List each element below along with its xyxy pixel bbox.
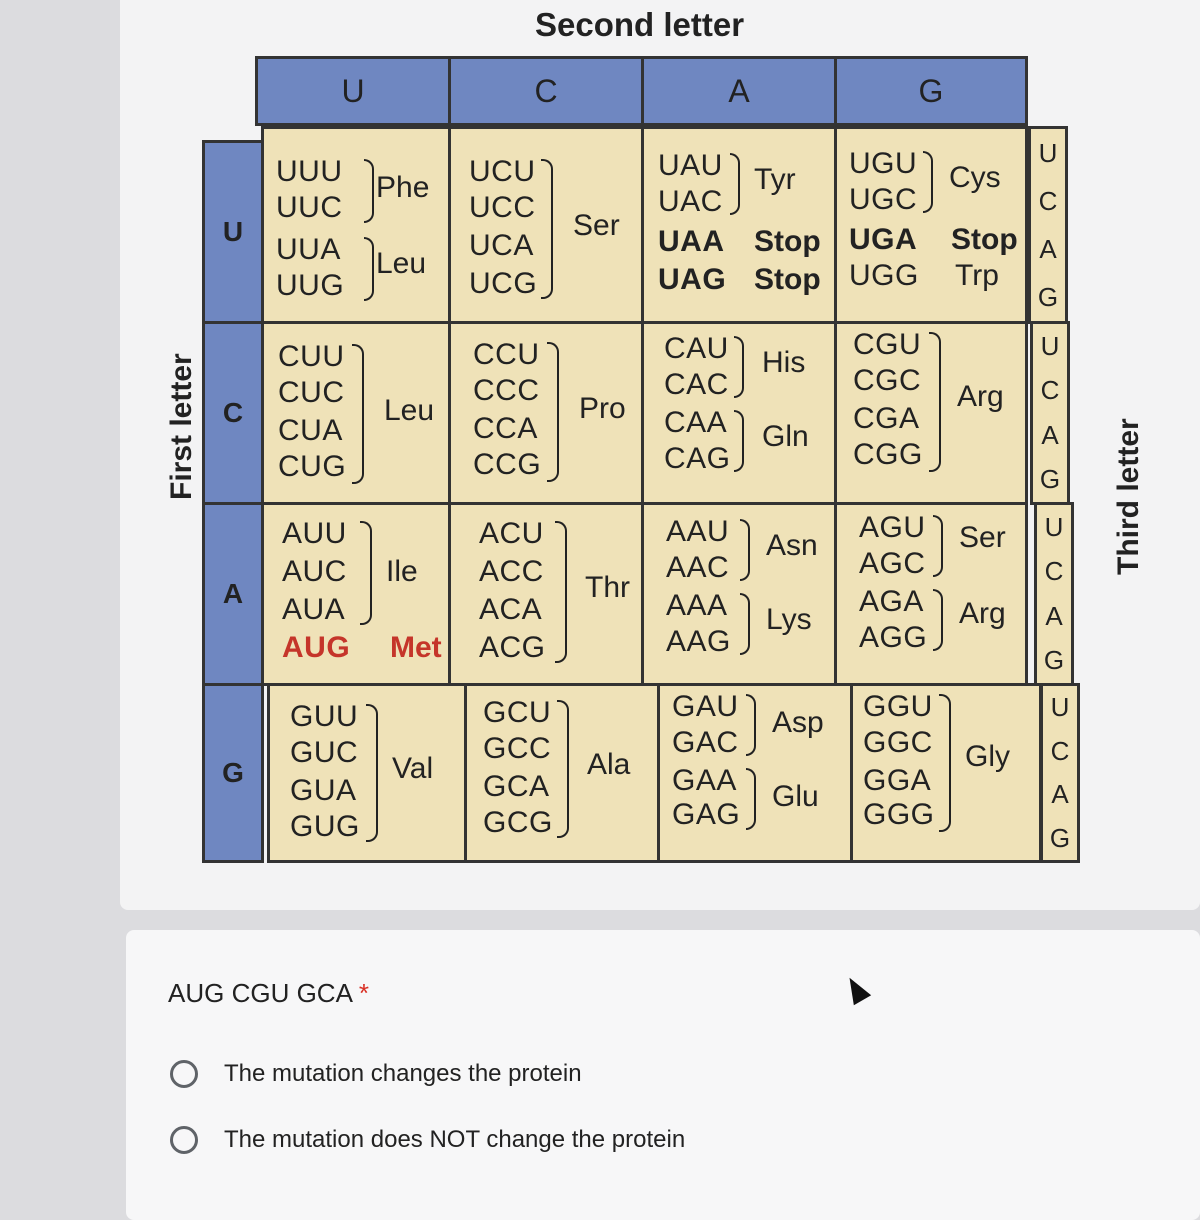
codon: AGC: [859, 547, 926, 580]
amino-acid: Leu: [376, 247, 427, 280]
third-letter: U: [1050, 692, 1070, 723]
amino-acid: Ala: [587, 748, 631, 781]
codon: CGA: [853, 402, 920, 435]
amino-acid: Cys: [949, 161, 1001, 194]
codon: GGC: [863, 726, 933, 759]
cell-cg: [834, 321, 1028, 505]
column-header-g: G: [834, 56, 1028, 126]
radio-button[interactable]: [170, 1060, 198, 1088]
codon: GGG: [863, 798, 935, 831]
amino-acid: Asn: [766, 529, 818, 562]
amino-acid: Thr: [585, 571, 630, 604]
codon-met: AUG: [282, 631, 351, 664]
codon: GUC: [290, 736, 359, 769]
amino-acid: Stop: [754, 225, 821, 258]
codon: CUU: [278, 340, 345, 373]
third-letter: C: [1044, 556, 1064, 587]
codon: CUC: [278, 376, 345, 409]
option-changes-protein[interactable]: [170, 1060, 582, 1088]
amino-acid-met: Met: [390, 631, 442, 664]
brace: [740, 593, 750, 655]
codon: CAC: [664, 368, 729, 401]
codon: AAA: [666, 589, 728, 622]
amino-acid: Ile: [386, 555, 418, 588]
codon: GCA: [483, 770, 550, 803]
brace: [366, 704, 378, 842]
cell-aa: [641, 502, 837, 686]
brace: [933, 515, 943, 577]
codon: CCC: [473, 374, 540, 407]
codon: ACU: [479, 517, 544, 550]
codon: AGG: [859, 621, 928, 654]
third-letter-column-u: [1028, 126, 1068, 324]
amino-acid: Gly: [965, 740, 1010, 773]
brace: [364, 159, 374, 223]
cell-ga: [657, 683, 853, 863]
brace: [557, 700, 569, 838]
codon: GAU: [672, 690, 739, 723]
question-text: AUG CGU GCA: [168, 978, 353, 1008]
codon: UAC: [658, 185, 723, 218]
column-header-a: A: [641, 56, 837, 126]
second-letter-label: Second letter: [535, 6, 745, 43]
cell-gg: [850, 683, 1042, 863]
cell-cu: [261, 321, 451, 505]
codon: CUA: [278, 414, 343, 447]
codon: CGU: [853, 328, 922, 361]
amino-acid: Val: [392, 752, 434, 785]
codon: GCG: [483, 806, 553, 839]
codon: UUU: [276, 155, 343, 188]
brace: [740, 519, 750, 581]
cell-ag: [834, 502, 1028, 686]
row-header-c: C: [202, 321, 264, 505]
codon: AGU: [859, 511, 926, 544]
codon: ACG: [479, 631, 546, 664]
codon: UCG: [469, 267, 538, 300]
codon: GAG: [672, 798, 741, 831]
third-letter: A: [1051, 779, 1069, 810]
codon: GUU: [290, 700, 359, 733]
brace: [547, 342, 559, 482]
third-letter: G: [1039, 464, 1061, 495]
codon: GCC: [483, 732, 552, 765]
codon: AAC: [666, 551, 730, 584]
brace: [360, 521, 372, 625]
codon: ACA: [479, 593, 543, 626]
third-letter-column-a: [1034, 502, 1074, 686]
brace: [939, 694, 951, 832]
codon: UGC: [849, 183, 918, 216]
brace: [746, 694, 756, 756]
codon: AAU: [666, 515, 730, 548]
codon: UAG: [658, 263, 727, 296]
third-letter: U: [1038, 137, 1058, 168]
amino-acid: Lys: [766, 603, 812, 636]
codon: UGG: [849, 259, 919, 292]
codon: UGA: [849, 223, 918, 256]
brace: [352, 344, 364, 484]
third-letter: G: [1037, 281, 1059, 312]
third-letter: U: [1040, 330, 1060, 361]
codon: CAG: [664, 442, 731, 475]
codon: AAG: [666, 625, 731, 658]
amino-acid: Ser: [573, 209, 620, 242]
codon: CAA: [664, 406, 728, 439]
amino-acid: Trp: [955, 259, 999, 292]
row-header-g: G: [202, 683, 264, 863]
option-label: The mutation does NOT change the protein: [224, 1126, 686, 1153]
first-letter-label: First letter: [165, 353, 198, 500]
cell-cc: [448, 321, 644, 505]
brace: [734, 336, 744, 398]
amino-acid: Gln: [762, 420, 809, 453]
third-letter-label: Third letter: [1112, 418, 1145, 575]
cell-gc: [464, 683, 660, 863]
row-header-u: U: [202, 140, 264, 324]
third-letter: A: [1045, 600, 1063, 631]
codon: CCG: [473, 448, 542, 481]
third-letter: A: [1041, 419, 1059, 450]
codon: UCC: [469, 191, 536, 224]
brace: [730, 153, 740, 215]
codon: CAU: [664, 332, 729, 365]
codon: UAA: [658, 225, 725, 258]
amino-acid: Asp: [772, 706, 824, 739]
brace: [933, 589, 943, 651]
required-asterisk: *: [358, 978, 370, 1008]
codon: GAC: [672, 726, 739, 759]
codon: UUG: [276, 269, 345, 302]
amino-acid: Arg: [959, 597, 1006, 630]
cell-uc: [448, 126, 644, 324]
codon: CGG: [853, 438, 923, 471]
codon: GAA: [672, 764, 737, 797]
codon: UGU: [849, 147, 918, 180]
amino-acid: Pro: [579, 392, 626, 425]
cell-ac: [448, 502, 644, 686]
third-letter: C: [1050, 735, 1070, 766]
third-letter: G: [1043, 645, 1065, 676]
codon: UAU: [658, 149, 723, 182]
third-letter-column-c: [1030, 321, 1070, 505]
cell-ua: [641, 126, 837, 324]
codon: GUG: [290, 810, 360, 843]
codon: AUA: [282, 593, 346, 626]
amino-acid: His: [762, 346, 806, 379]
amino-acid: Stop: [754, 263, 821, 296]
codon: AGA: [859, 585, 924, 618]
codon: UUA: [276, 233, 341, 266]
codon: ACC: [479, 555, 544, 588]
amino-acid: Glu: [772, 780, 819, 813]
row-header-a: A: [202, 502, 264, 686]
codon: UCA: [469, 229, 534, 262]
brace: [929, 332, 941, 472]
third-letter: G: [1049, 822, 1071, 853]
option-label: The mutation changes the protein: [224, 1060, 582, 1087]
cell-ug: [834, 126, 1028, 324]
option-does-not-change-protein[interactable]: [170, 1126, 685, 1154]
radio-button[interactable]: [170, 1126, 198, 1154]
third-letter-column-g: [1040, 683, 1080, 863]
codon: UUC: [276, 191, 343, 224]
amino-acid: Leu: [384, 394, 435, 427]
codon: GGA: [863, 764, 932, 797]
codon: CCU: [473, 338, 540, 371]
column-header-u: U: [255, 56, 451, 126]
column-header-c: C: [448, 56, 644, 126]
amino-acid: Ser: [959, 521, 1006, 554]
third-letter: U: [1044, 511, 1064, 542]
third-letter: A: [1039, 233, 1057, 264]
brace: [364, 237, 374, 301]
brace: [734, 410, 744, 472]
cell-uu: [261, 126, 451, 324]
codon: UCU: [469, 155, 536, 188]
brace: [923, 151, 933, 213]
third-letter: C: [1038, 185, 1058, 216]
amino-acid: Arg: [957, 380, 1004, 413]
codon: CGC: [853, 364, 922, 397]
cell-ca: [641, 321, 837, 505]
third-letter: C: [1040, 375, 1060, 406]
amino-acid: Phe: [376, 171, 430, 204]
codon: AUC: [282, 555, 347, 588]
cell-gu: [267, 683, 467, 863]
brace: [746, 768, 756, 830]
codon: GCU: [483, 696, 552, 729]
codon: GUA: [290, 774, 357, 807]
brace: [555, 521, 567, 663]
codon: CCA: [473, 412, 538, 445]
question-title: [168, 978, 369, 1009]
brace: [541, 159, 553, 299]
codon: GGU: [863, 690, 933, 723]
codon: AUU: [282, 517, 347, 550]
amino-acid: Stop: [951, 223, 1018, 256]
codon: CUG: [278, 450, 347, 483]
amino-acid: Tyr: [754, 163, 796, 196]
cell-au: [261, 502, 451, 686]
